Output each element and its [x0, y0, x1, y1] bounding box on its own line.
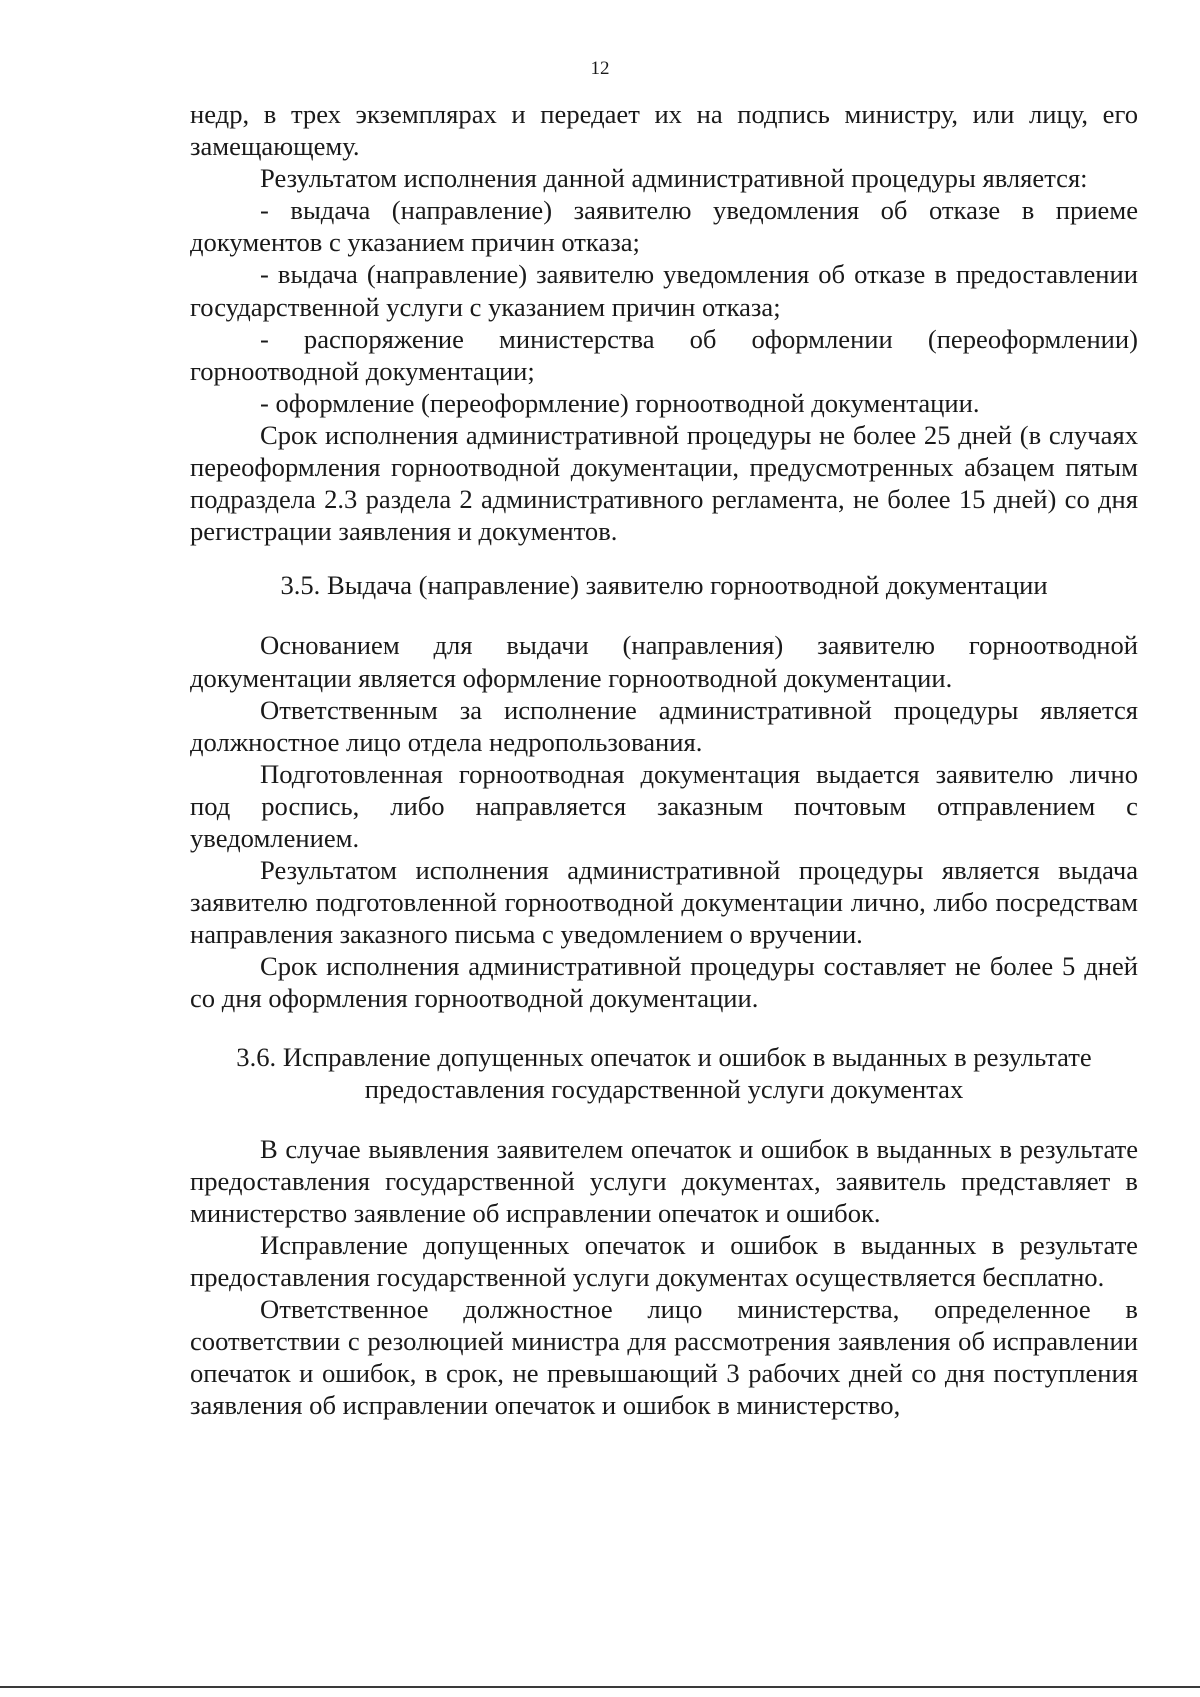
section-heading-3-5: 3.5. Выдача (направление) заявителю горноотводной документации — [280, 570, 1048, 601]
document-body — [190, 98, 1138, 1422]
paragraph: Ответственным за исполнение административной процедуры является должностное лицо отдела недропользования. — [190, 694, 1138, 757]
section-heading-line: предоставления государственной услуги документах — [364, 1073, 964, 1104]
list-item: - выдача (направление) заявителю уведомления об отказе в приеме документов с указанием причин отказа; — [190, 195, 1138, 258]
scan-bottom-edge — [0, 1686, 1200, 1688]
list-item: - распоряжение министерства об оформлении (переоформлении) горноотводной документации; — [190, 323, 1138, 386]
paragraph: В случае выявления заявителем опечаток и ошибок в выданных в результате предоставления государственной услуги документах, заявитель представляет в министерство заявление об исправлении опечаток и ошибок. — [190, 1133, 1138, 1228]
paragraph: Основанием для выдачи (направления) заявителю горноотводной документации является оформление горноотводной документации. — [190, 630, 1138, 693]
list-item: - выдача (направление) заявителю уведомления об отказе в предоставлении государственной услуги с указанием причин отказа; — [190, 259, 1138, 322]
paragraph: Результатом исполнения административной процедуры является выдача заявителю подготовленной горноотводной документации лично, либо посредствам направления заказного письма с уведомлением о вручении. — [190, 855, 1138, 950]
page-number: 12 — [590, 58, 610, 79]
paragraph: Подготовленная горноотводная документация выдается заявителю лично под роспись, либо направляется заказным почтовым отправлением с уведомлением. — [190, 758, 1138, 853]
paragraph: Срок исполнения административной процедуры не более 25 дней (в случаях переоформления горноотводной документации, предусмотренных абзацем пятым подраздела 2.3 раздела 2 административного регламента, не более 15 дней) со дня регистрации заявления и документов. — [190, 419, 1138, 547]
paragraph: Срок исполнения административной процедуры составляет не более 5 дней со дня оформления горноотводной документации. — [190, 951, 1138, 1014]
paragraph: Исправление допущенных опечаток и ошибок в выданных в результате предоставления государственной услуги документах осуществляется бесплатно. — [190, 1230, 1138, 1293]
paragraph: недр, в трех экземплярах и передает их на подпись министру, или лицу, его замещающему. — [190, 99, 1138, 162]
paragraph: Ответственное должностное лицо министерства, определенное в соответствии с резолюцией министра для рассмотрения заявления об исправлении опечаток и ошибок, в срок, не превышающий 3 рабочих дней со дня поступления заявления об исправлении опечаток и ошибок в министерство, — [190, 1294, 1138, 1421]
list-item: - оформление (переоформление) горноотводной документации. — [260, 387, 980, 418]
section-heading-3-6 — [190, 1041, 1138, 1105]
section-heading-line: 3.6. Исправление допущенных опечаток и ошибок в выданных в результате — [236, 1041, 1092, 1072]
paragraph: Результатом исполнения данной административной процедуры является: — [260, 163, 1088, 194]
